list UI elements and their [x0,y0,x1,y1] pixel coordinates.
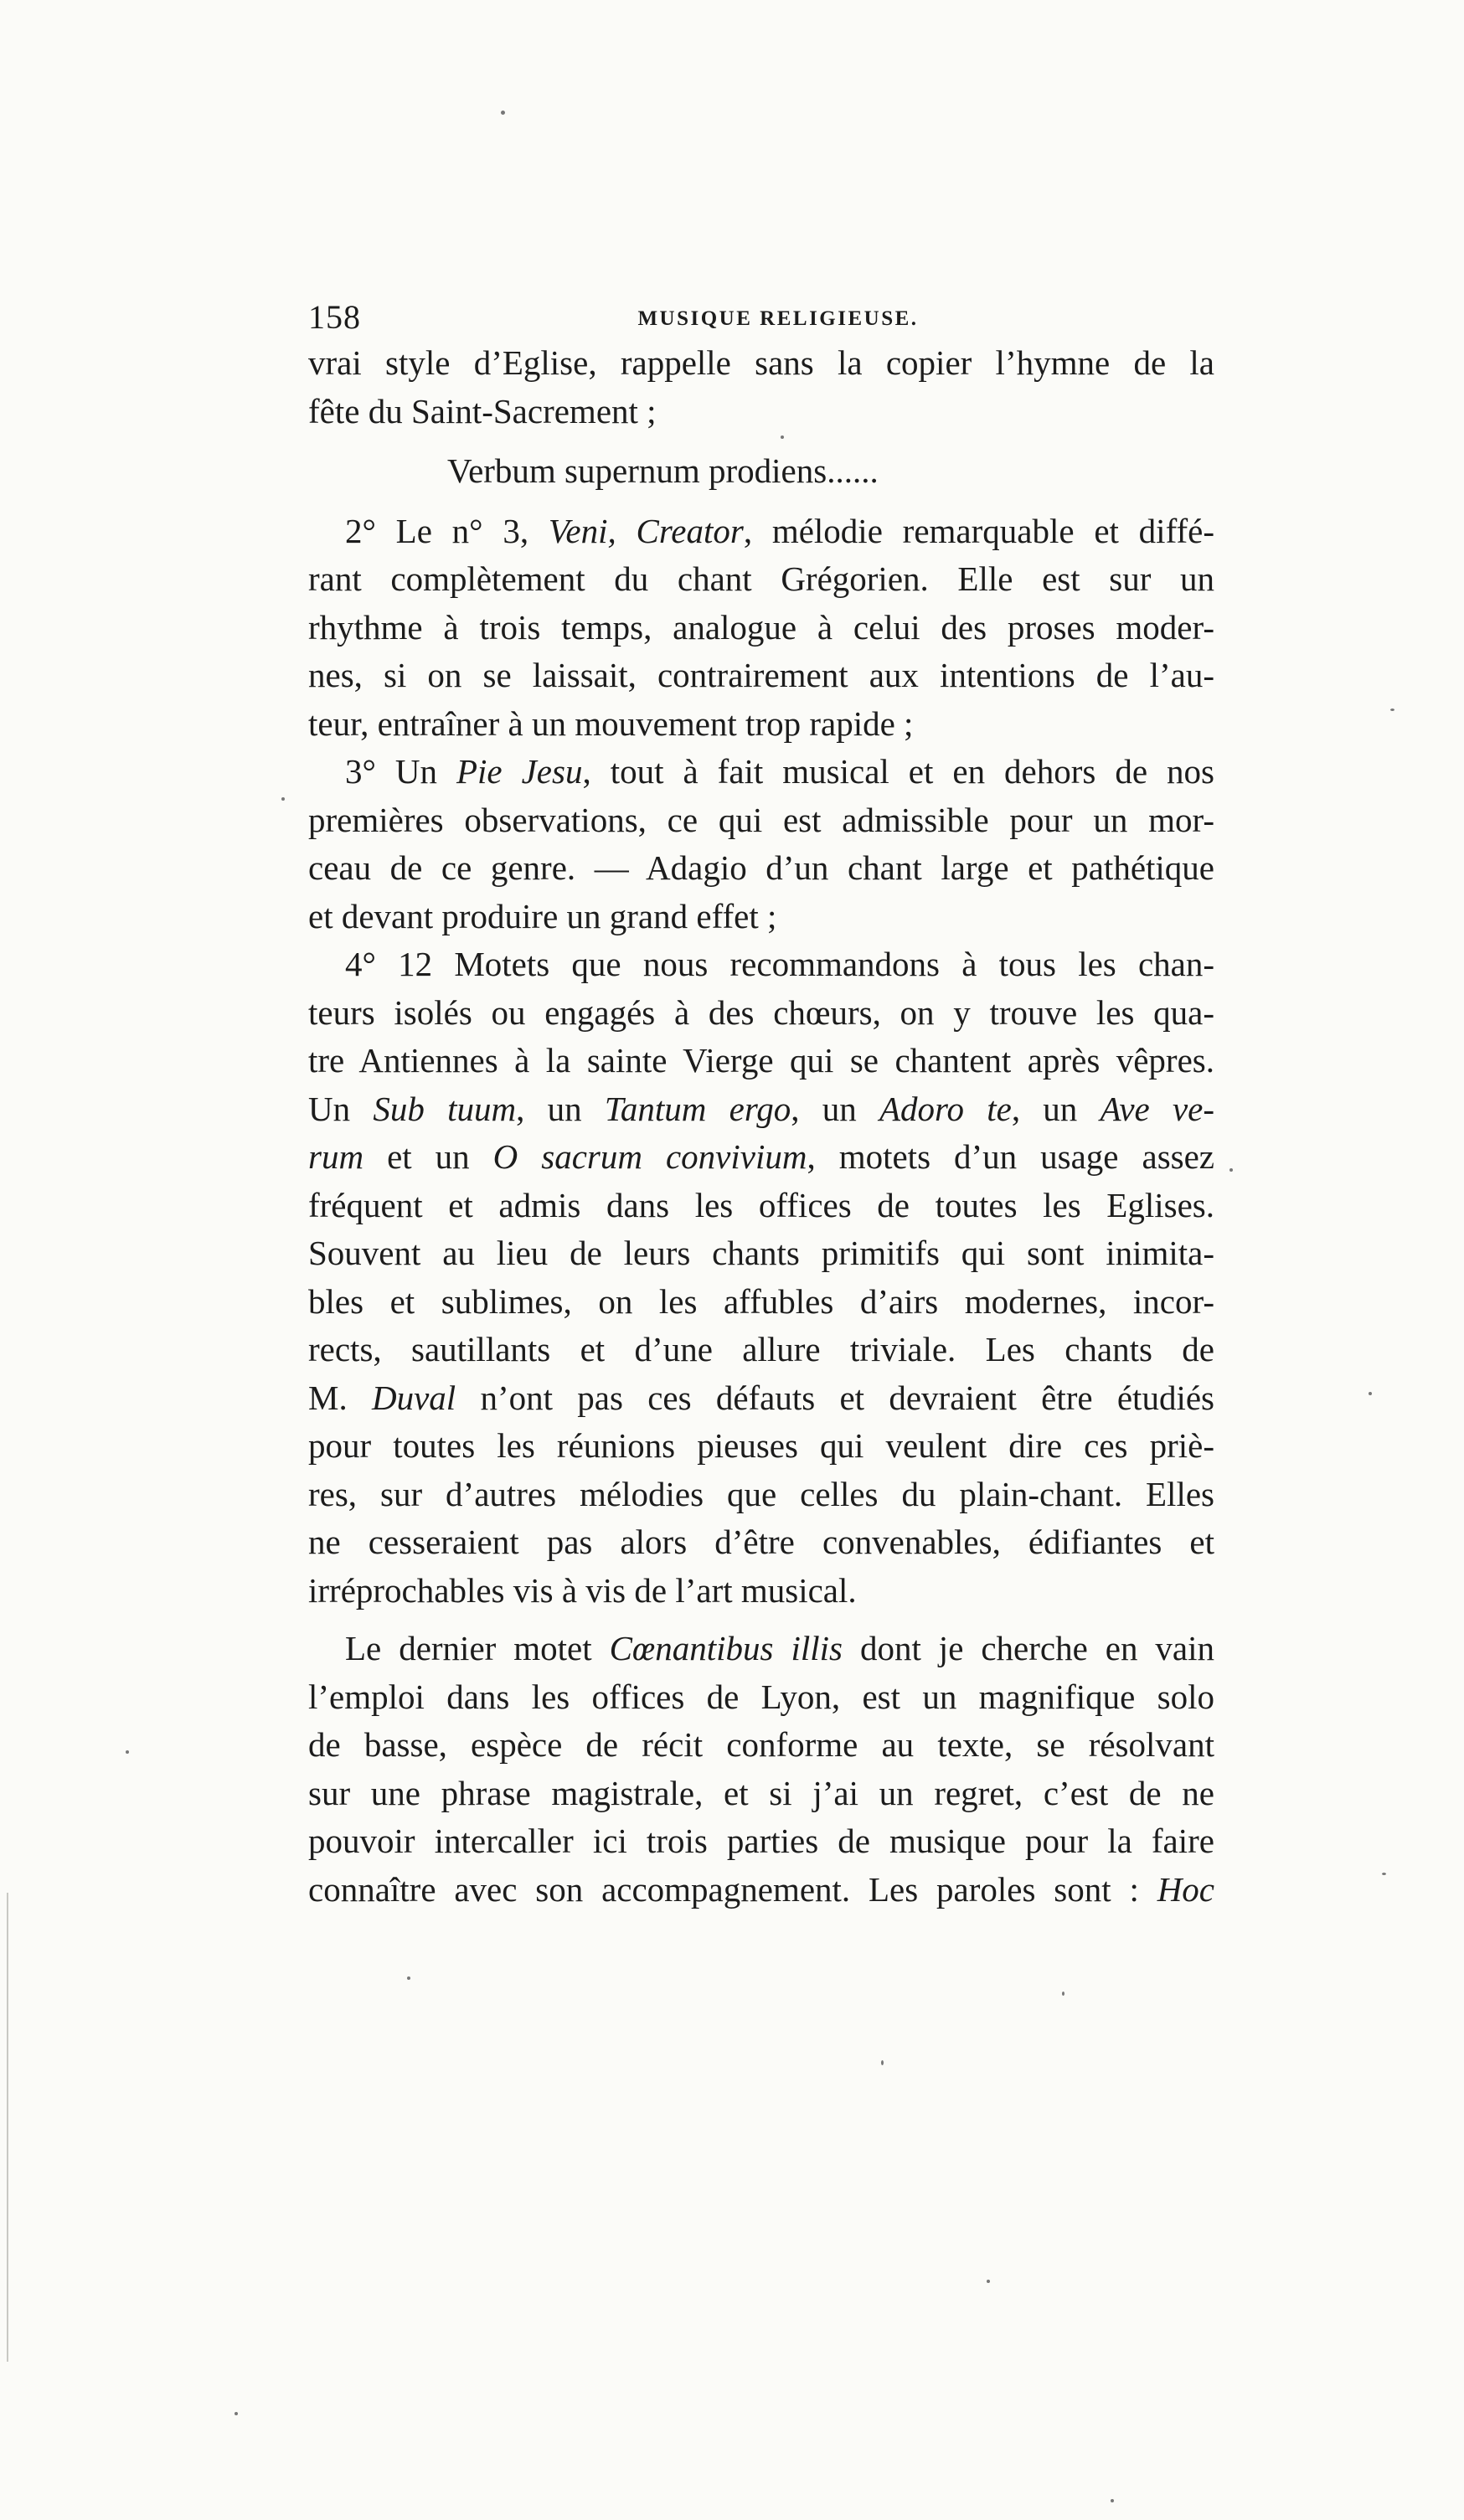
text-line: irréprochables vis à vis de l’art musical. [308,1570,857,1610]
text-run: Le dernier motet [345,1629,610,1667]
text-line [308,1374,1214,1423]
item-3-line [308,748,1214,796]
work-title-tantum-ergo: Tantum ergo [604,1089,791,1128]
text-run: et un [363,1137,493,1176]
text-line: fréquent et admis dans les offices de toutes les Eglises. [308,1185,1214,1224]
hymn-quotation: Verbum supernum prodiens...... [447,451,879,490]
text-line: et devant produire un grand effet ; [308,896,777,935]
text-line: bles et sublimes, on les affubles d’airs modernes, incor- [308,1281,1214,1321]
text-run: , un [516,1089,605,1128]
text-line: premières observations, ce qui est admissible pour un mor- [308,800,1214,839]
paper-speck [235,2412,238,2415]
text-line: de basse, espèce de récit conforme au texte, se résolvant [308,1725,1214,1764]
text-run: , motets d’un usage assez [807,1137,1215,1176]
text-line: res, sur d’autres mélodies que celles du plain-chant. Elles [308,1474,1214,1513]
item-2-number: 2° Le n° 3, [345,511,549,550]
paper-speck [1111,2499,1114,2502]
text-line: teurs isolés ou engagés à des chœurs, on y trouve les qua- [308,992,1214,1032]
work-title-o-sacrum-convivium: O sacrum convivium [492,1137,807,1176]
composer-name: Duval [371,1378,456,1417]
text-run: M. [308,1378,372,1417]
work-title-veni-creator: Veni, Creator [548,511,744,550]
text-run: , mélodie remarquable et diffé- [743,511,1214,550]
item-4-line: 4° 12 Motets que nous recommandons à tous les chan- [345,945,1214,983]
work-title-sub-tuum: Sub tuum [373,1089,517,1128]
text-line: fête du Saint-Sacrement ; [308,391,657,430]
paper-speck [1382,1873,1386,1875]
text-line: vrai style d’Eglise, rappelle sans la copier l’hymne de la [308,343,1214,382]
text-line: sur une phrase magistrale, et si j’ai un regret, c’est de ne [308,1773,1214,1812]
text-line: nes, si on se laissait, contrairement aux intentions de l’au- [308,656,1214,694]
paper-speck [987,2280,990,2283]
paper-speck [1062,1992,1064,1996]
work-title-ave-verum: Ave ve- [1100,1089,1215,1128]
work-title-ave-verum-cont: rum [308,1137,364,1176]
text-line: ne cesseraient pas alors d’être convenables, édifiantes et [308,1523,1214,1561]
text-line: pouvoir intercaller ici trois parties de musique pour la faire [308,1822,1214,1860]
paper-speck [281,797,285,801]
paragraph-gap [308,1615,1214,1625]
text-line [308,1866,1214,1914]
text-run: n’ont pas ces défauts et devraient être étudiés [456,1378,1214,1417]
page-content [308,297,1214,1914]
text-line: rant complètement du chant Grégorien. Elle est sur un [308,559,1214,598]
work-title-adoro-te: Adoro te [879,1089,1012,1128]
paper-speck [126,1750,129,1754]
text-line [308,1133,1214,1182]
text-line: l’emploi dans les offices de Lyon, est un magnifique solo [308,1677,1214,1716]
paper-speck [1369,1392,1372,1395]
text-line: rects, sautillants et d’une allure triviale. Les chants de [308,1330,1214,1368]
page-number: 158 [308,298,361,336]
text-run: , tout à fait musical et en dehors de nos [582,752,1214,791]
paper-speck [501,111,505,115]
text-run: , un [791,1089,879,1128]
text-line: ceau de ce genre. — Adagio d’un chant large et pathétique [308,848,1214,887]
text-line: teur, entraîner à un mouvement trop rapide ; [308,703,914,743]
paragraph-start-line [308,1625,1214,1673]
paper-speck [407,1976,410,1980]
text-run: Un [308,1089,374,1128]
text-line: pour toutes les réunions pieuses qui veulent dire ces priè- [308,1426,1214,1465]
work-title-pie-jesu: Pie Jesu [456,752,583,791]
running-head [308,297,1214,338]
paper-speck [1229,1168,1233,1172]
paper-speck [1390,709,1394,711]
text-run: dont je cherche en vain [843,1629,1214,1667]
text-line: tre Antiennes à la sainte Vierge qui se chantent après vêpres. [308,1041,1214,1080]
page-edge-mark [7,1893,8,2362]
latin-word-hoc: Hoc [1157,1869,1214,1909]
text-run: connaître avec son accompagnement. Les paroles sont : [308,1869,1157,1909]
text-block [308,339,1214,1914]
text-line [308,1085,1214,1134]
text-line: rhythme à trois temps, analogue à celui des proses moder- [308,607,1214,647]
paper-speck [781,435,784,439]
item-2-line [308,508,1214,556]
text-run: , un [1011,1089,1101,1128]
running-title: MUSIQUE RELIGIEUSE. [637,307,919,330]
item-3-number: 3° Un [345,752,456,791]
work-title-coenantibus-illis: Cœnantibus illis [609,1629,843,1667]
text-line: Souvent au lieu de leurs chants primitifs qui sont inimita- [308,1234,1214,1272]
paper-speck [881,2060,884,2065]
